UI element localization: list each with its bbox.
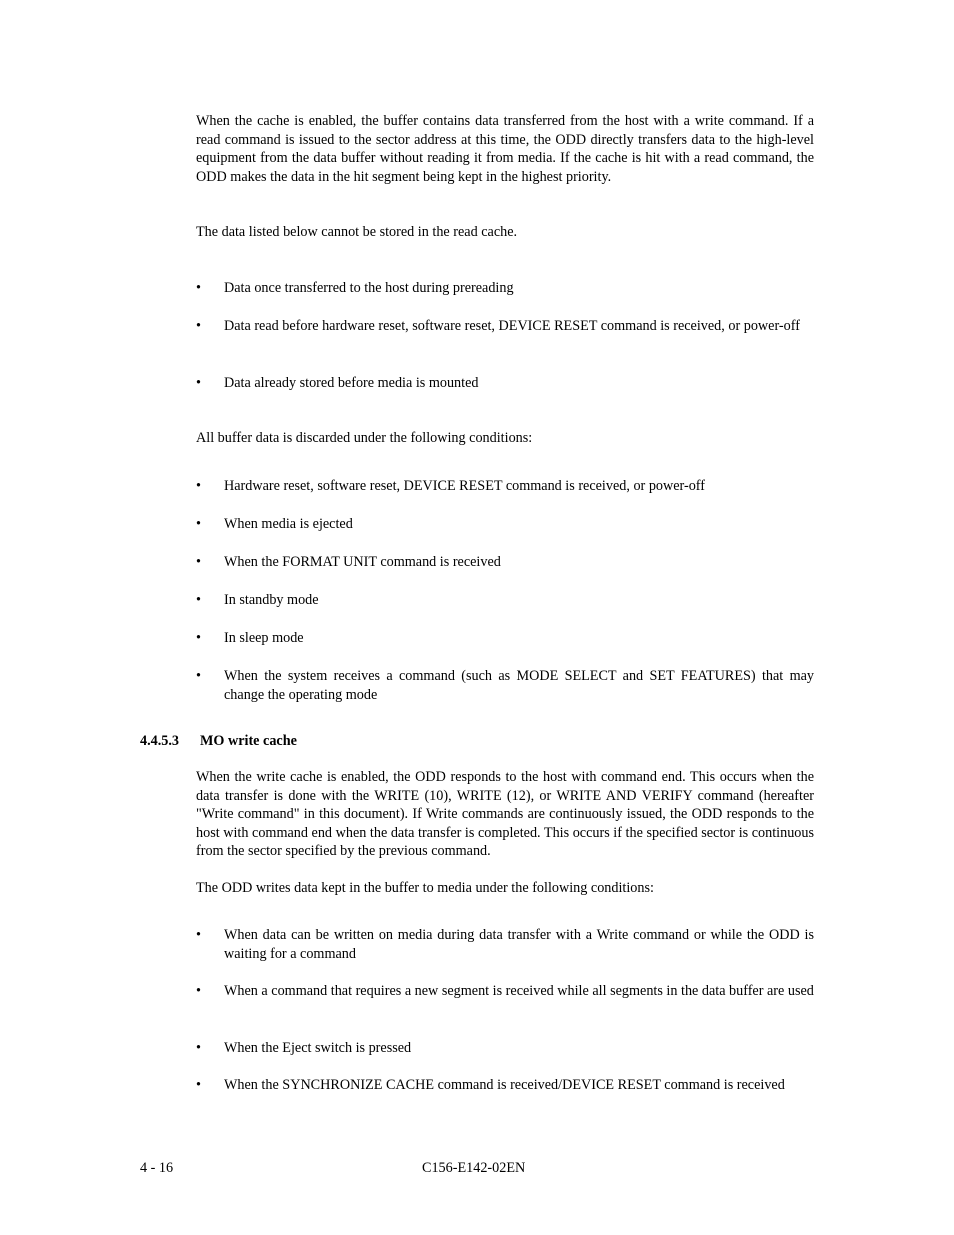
list-item: • When data can be written on media during data transfer with a Write command or while the ODD is waiting for a command (196, 927, 814, 962)
bullet-icon: • (196, 927, 201, 943)
list-item: • Hardware reset, software reset, DEVICE RESET command is received, or power-off (196, 478, 706, 494)
bullet-icon: • (196, 1077, 201, 1093)
bullet-icon: • (196, 375, 201, 391)
list-item: • In standby mode (196, 592, 319, 608)
bullet-icon: • (196, 554, 201, 570)
list-item: • When media is ejected (196, 516, 353, 532)
document-code: C156-E142-02EN (422, 1160, 526, 1176)
bullet-icon: • (196, 592, 201, 608)
bullet-icon: • (196, 478, 201, 494)
list-item: • When the FORMAT UNIT command is received (196, 554, 501, 570)
bullet-icon: • (196, 516, 201, 532)
cache-paragraph-1: When the cache is enabled, the buffer contains data transferred from the host with a write command. If a read command is issued to the sector address at this time, the ODD directly transfers data to the high-level equipment from the data buffer without reading it from media. If the cache is hit with a read command, the ODD makes the data in the hit segment being kept in the highest priority. (196, 113, 814, 185)
list-item: • Data read before hardware reset, software reset, DEVICE RESET command is received, or power-off (196, 318, 800, 334)
page-number: 4 - 16 (140, 1160, 174, 1176)
section-title: MO write cache (200, 733, 297, 749)
cache-paragraph-3: All buffer data is discarded under the following conditions: (196, 430, 533, 446)
bullet-icon: • (196, 630, 201, 646)
bullet-icon: • (196, 983, 201, 999)
list-item: • When the system receives a command (such as MODE SELECT and SET FEATURES) that may change the operating mode (196, 668, 814, 703)
list-item: • When the Eject switch is pressed (196, 1040, 412, 1056)
bullet-icon: • (196, 1040, 201, 1056)
list-item: • Data already stored before media is mounted (196, 375, 479, 391)
write-cache-paragraph-1: When the write cache is enabled, the ODD responds to the host with command end. This occurs when the data transfer is done with the WRITE (10), WRITE (12), or WRITE AND VERIFY command (hereafter "Write command" in this document). If Write commands are continuously issued, the ODD responds to the host with command end when the data transfer is completed. This occurs if the specified sector is continuous from the sector specified by the previous command. (196, 769, 814, 860)
list-item: • Data once transferred to the host during prereading (196, 280, 514, 296)
list-item: • When a command that requires a new segment is received while all segments in the data buffer are used (196, 983, 814, 999)
list-item: • In sleep mode (196, 630, 304, 646)
write-cache-paragraph-2: The ODD writes data kept in the buffer to media under the following conditions: (196, 880, 654, 896)
list-item: • When the SYNCHRONIZE CACHE command is received/DEVICE RESET command is received (196, 1077, 785, 1093)
cache-paragraph-2: The data listed below cannot be stored in the read cache. (196, 224, 518, 240)
bullet-icon: • (196, 668, 201, 684)
bullet-icon: • (196, 280, 201, 296)
section-number: 4.4.5.3 (140, 733, 180, 749)
bullet-icon: • (196, 318, 201, 334)
section-heading (140, 732, 297, 751)
